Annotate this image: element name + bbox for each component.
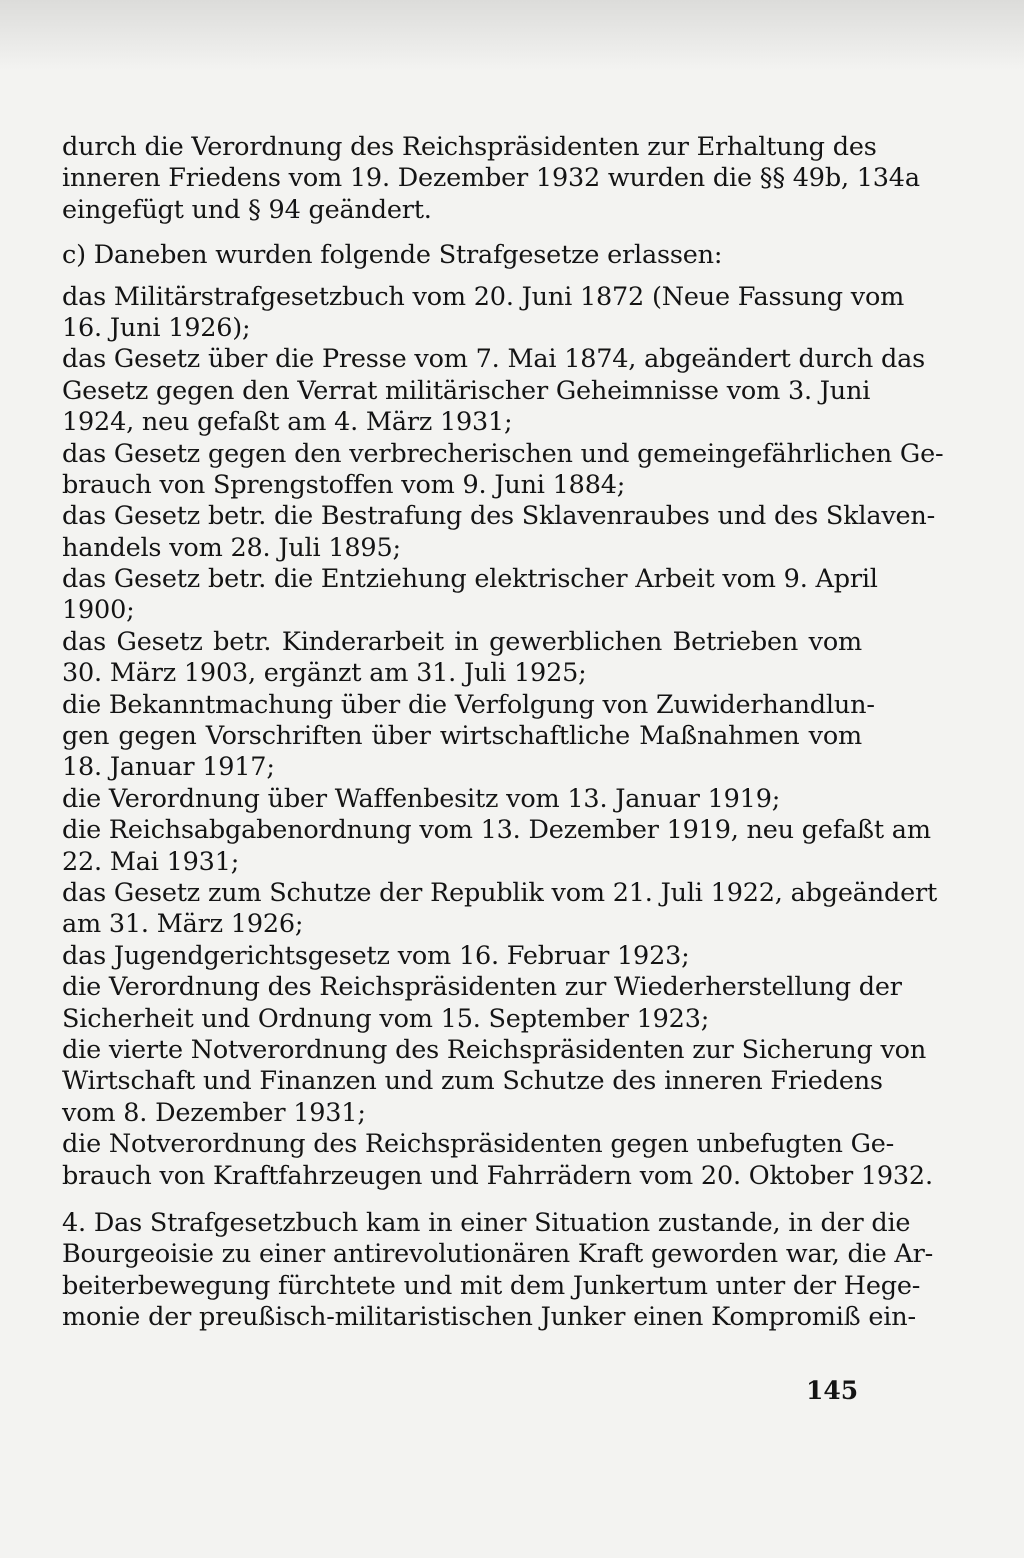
law-line: die Verordnung über Waffenbesitz vom 13. Januar 1919; xyxy=(62,783,781,814)
text-line: Bourgeoisie zu einer antirevolutionären Kraft geworden war, die Ar- xyxy=(62,1239,934,1270)
text-line: eingefügt und § 94 geändert. xyxy=(62,194,432,225)
text-line: monie der preußisch-militaristischen Junker einen Kompromiß ein- xyxy=(62,1302,916,1333)
law-line: Sicherheit und Ordnung vom 15. September 1923; xyxy=(62,1003,710,1034)
law-line: vom 8. Dezember 1931; xyxy=(62,1097,366,1128)
page-top-edge xyxy=(0,0,1024,70)
text-line: 4. Das Strafgesetzbuch kam in einer Situation zustande, in der die xyxy=(62,1207,911,1238)
law-line: 22. Mai 1931; xyxy=(62,846,240,877)
law-line: Gesetz gegen den Verrat militärischer Geheimnisse vom 3. Juni xyxy=(62,375,871,406)
section-c-heading xyxy=(62,240,862,271)
page-number: 145 xyxy=(806,1376,859,1405)
law-line: das Gesetz gegen den verbrecherischen und gemeingefährlichen Ge- xyxy=(62,438,944,469)
law-line: Wirtschaft und Finanzen und zum Schutze des inneren Friedens xyxy=(62,1066,883,1097)
law-line: das Gesetz betr. die Entziehung elektrischer Arbeit vom 9. April xyxy=(62,564,878,595)
law-line: handels vom 28. Juli 1895; xyxy=(62,532,401,563)
page-body xyxy=(62,132,944,1333)
law-line: das Gesetz über die Presse vom 7. Mai 1874, abgeändert durch das xyxy=(62,344,926,375)
law-line: die vierte Notverordnung des Reichspräsidenten zur Sicherung von xyxy=(62,1034,927,1065)
law-line: am 31. März 1926; xyxy=(62,909,304,940)
law-line: brauch von Sprengstoffen vom 9. Juni 1884; xyxy=(62,469,626,500)
law-line: 1900; xyxy=(62,595,135,626)
law-line: die Bekanntmachung über die Verfolgung von Zuwiderhandlun- xyxy=(62,689,875,720)
law-line: 30. März 1903, ergänzt am 31. Juli 1925; xyxy=(62,658,587,689)
law-line: 18. Januar 1917; xyxy=(62,752,275,783)
law-line: 1924, neu gefaßt am 4. März 1931; xyxy=(62,407,513,438)
text-line: beiterbewegung fürchtete und mit dem Junkertum unter der Hege- xyxy=(62,1270,921,1301)
law-line: die Verordnung des Reichspräsidenten zur Wiederherstellung der xyxy=(62,972,902,1003)
law-line: das Jugendgerichtsgesetz vom 16. Februar 1923; xyxy=(62,940,690,971)
law-line: das Militärstrafgesetzbuch vom 20. Juni 1872 (Neue Fassung vom xyxy=(62,281,905,312)
section-4-paragraph xyxy=(62,1207,934,1334)
law-line: die Reichsabgabenordnung vom 13. Dezember 1919, neu gefaßt am xyxy=(62,815,931,846)
law-line: brauch von Kraftfahrzeugen und Fahrrädern vom 20. Oktober 1932. xyxy=(62,1160,933,1191)
text-line: c) Daneben wurden folgende Strafgesetze erlassen: xyxy=(62,240,723,271)
law-line: das Gesetz betr. die Bestrafung des Sklavenraubes und des Sklaven- xyxy=(62,501,936,532)
intro-paragraph xyxy=(62,132,920,226)
law-list xyxy=(62,281,944,1192)
law-line: gen gegen Vorschriften über wirtschaftliche Maßnahmen vom xyxy=(62,721,862,752)
law-line: 16. Juni 1926); xyxy=(62,312,251,343)
text-line: inneren Friedens vom 19. Dezember 1932 wurden die §§ 49b, 134a xyxy=(62,163,920,194)
text-line: durch die Verordnung des Reichspräsidenten zur Erhaltung des xyxy=(62,132,877,162)
law-line: das Gesetz betr. Kinderarbeit in gewerblichen Betrieben vom xyxy=(62,626,862,657)
law-line: die Notverordnung des Reichspräsidenten gegen unbefugten Ge- xyxy=(62,1129,895,1160)
law-line: das Gesetz zum Schutze der Republik vom 21. Juli 1922, abgeändert xyxy=(62,877,937,908)
